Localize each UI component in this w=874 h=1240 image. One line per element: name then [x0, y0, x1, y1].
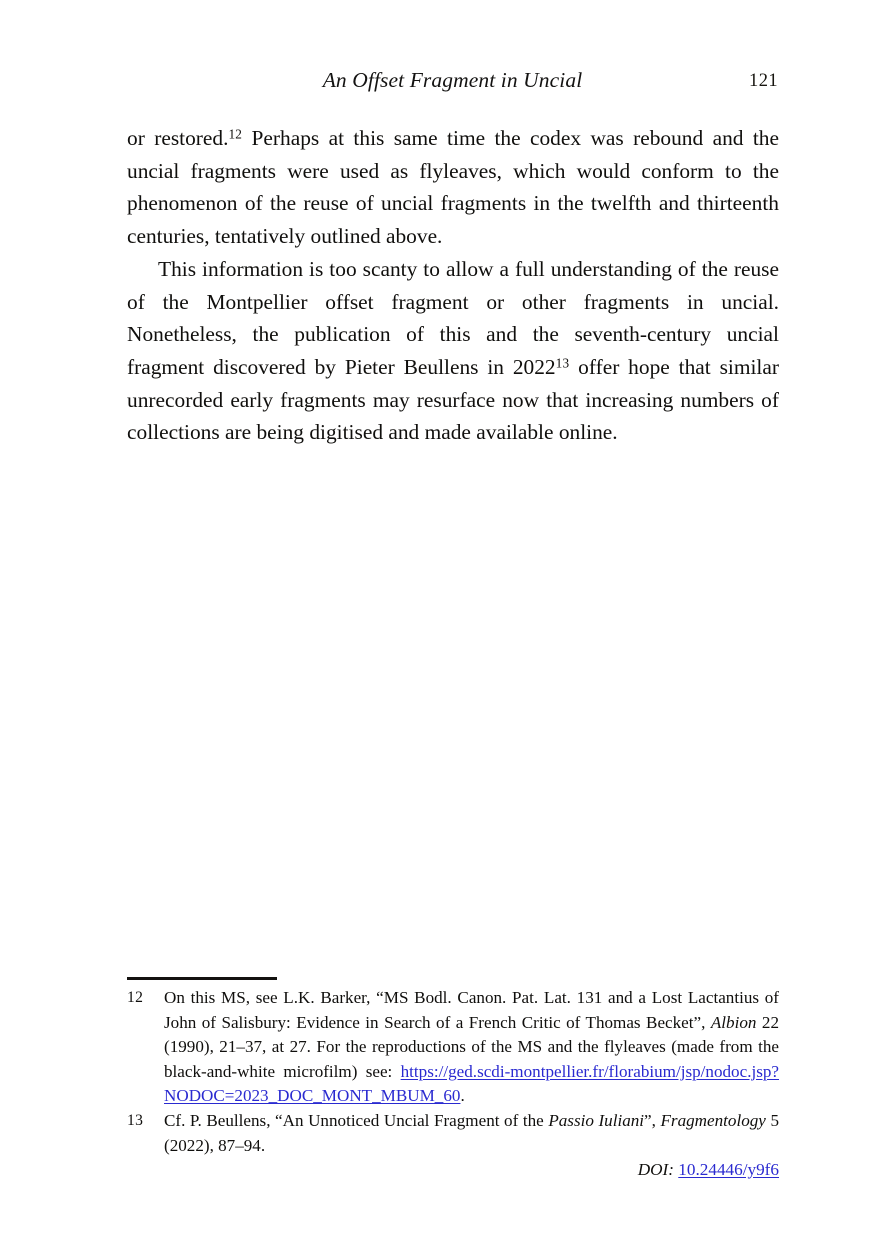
footnote-list	[127, 986, 779, 1159]
footnote-text-part1: On this MS, see L.K. Barker, “MS Bodl. Canon. Pat. Lat. 131 and a Lost Lactantius of John of Salisbury: Evidence in Search of a French Critic of Thomas Becket”,	[164, 988, 779, 1032]
doi-label: DOI:	[637, 1160, 674, 1179]
footnote-12	[127, 986, 779, 1109]
doi-line	[127, 1160, 779, 1180]
footnote-number-13: 13	[127, 1112, 144, 1130]
page-number: 121	[749, 71, 778, 91]
footnote-italic-journal-fragmentology: Fragmentology	[660, 1111, 766, 1131]
footnote-text-part2: 22 (1990), 21–37, at 27. For the reproductions of the MS and the flyleaves (made from the black-and-white microfilm) see:	[164, 1012, 779, 1081]
footnote-italic-title-passio-iuliani: Passio Iuliani	[548, 1111, 645, 1131]
footnote-italic-title-albion: Albion	[710, 1012, 757, 1032]
footnote-separator-rule	[127, 977, 277, 980]
footnote-text-part3: .	[460, 1086, 465, 1106]
footnote-text-part2: ”,	[644, 1111, 661, 1131]
paragraph-text-before-ref: This information is too scanty to allow a full understanding of the reuse of the Montpellier offset fragment or other fragments in uncial. Nonetheless, the publication of this and the seventh-century uncial fragment discovered by Pieter Beullens in 2022	[127, 256, 779, 379]
running-head	[127, 68, 778, 98]
body-text	[127, 122, 779, 449]
footnote-13	[127, 1109, 779, 1158]
paragraph-text-before-ref: or restored.	[127, 126, 229, 150]
running-head-title: An Offset Fragment in Uncial	[322, 68, 583, 92]
paragraph-rebinding	[127, 122, 779, 253]
paragraph-conclusion	[127, 253, 779, 449]
footnote-text-part1: Cf. P. Beullens, “An Unnoticed Uncial Fragment of the	[164, 1111, 549, 1131]
doi-link[interactable]: 10.24446/y9f6	[678, 1160, 779, 1179]
paragraph-text-after-ref: offer hope that similar unrecorded early fragments may resurface now that increasing numbers of collections are being digitised and made available online.	[127, 354, 779, 445]
footnote-number-12: 12	[127, 989, 144, 1006]
footnote-ref-13[interactable]: 13	[555, 355, 570, 371]
paragraph-text-after-ref: Perhaps at this same time the codex was rebound and the uncial fragments were used as flyleaves, which would conform to the phenomenon of the reuse of uncial fragments in the twelfth and thirteenth centuries, tentatively outlined above.	[127, 126, 779, 249]
footnote-text-part3: 5 (2022), 87–94.	[164, 1111, 780, 1156]
footnote-url-link[interactable]: https://ged.scdi-montpellier.fr/florabium/jsp/nodoc.jsp?NODOC=2023_DOC_MONT_MBUM_60	[164, 1061, 779, 1106]
footnote-ref-12[interactable]: 12	[228, 126, 243, 142]
